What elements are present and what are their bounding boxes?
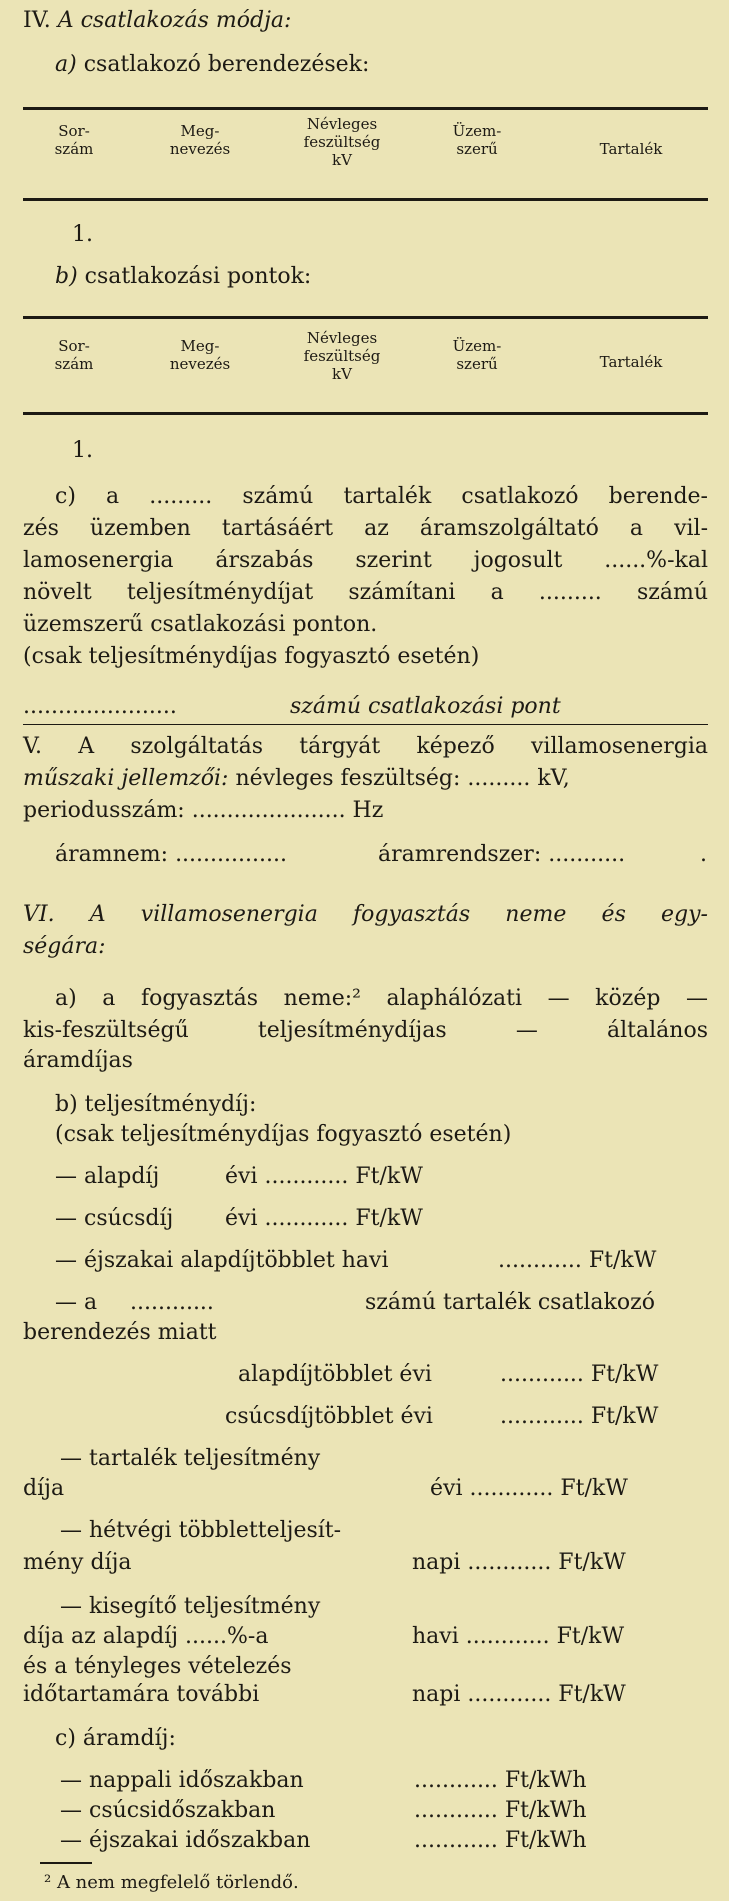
th-text: Tartalék xyxy=(599,353,663,371)
th-text: Sor- szám xyxy=(54,122,94,158)
a-line-2: kis-feszültségű teljesítménydíjas — általános xyxy=(23,1018,708,1043)
b-note: (csak teljesítménydíjas fogyasztó esetén) xyxy=(55,1122,512,1147)
kisegito-line-4: időtartamára további xyxy=(23,1682,260,1707)
line-end-dot: . xyxy=(700,842,707,867)
csucstobblet-value: ............ Ft/kW xyxy=(500,1404,659,1429)
alaptobblet-label: alapdíjtöbblet évi xyxy=(238,1362,432,1387)
th-megnevezes-2 xyxy=(148,337,252,373)
csucstobblet-label: csúcsdíjtöbblet évi xyxy=(225,1404,433,1429)
kisegito-value-1: havi ............ Ft/kW xyxy=(412,1624,625,1649)
tartteljes-value: évi ............ Ft/kW xyxy=(430,1476,628,1501)
point-rule xyxy=(23,724,708,725)
th-megnevezes xyxy=(148,122,252,158)
section-6-title: VI. A villamosenergia fogyasztás neme és egy- xyxy=(23,902,708,927)
c-line-1: c) a ......... számú tartalék csatlakozó berende- xyxy=(55,484,708,509)
alaptobblet-value: ............ Ft/kW xyxy=(500,1362,659,1387)
table1-bottom-rule xyxy=(23,198,708,201)
th-nevleges-2 xyxy=(282,329,402,383)
csucsdij-value: évi ............ Ft/kW xyxy=(225,1206,423,1231)
frequency-field: periodusszám: ...................... Hz xyxy=(23,798,384,823)
kisegito-value-2: napi ............ Ft/kW xyxy=(412,1682,626,1707)
th-text: Meg- nevezés xyxy=(169,337,231,373)
ejszakai-label: — éjszakai alapdíjtöbblet havi xyxy=(55,1248,389,1273)
kisegito-line-3: és a tényleges vételezés xyxy=(23,1654,292,1679)
th-uzemszeru-2 xyxy=(434,337,520,373)
table2-bottom-rule xyxy=(23,412,708,415)
footnote-rule xyxy=(40,1862,92,1864)
c-line-2: zés üzemben tartásáért az áramszolgáltató a vil- xyxy=(23,516,708,541)
table2-top-rule xyxy=(23,316,708,319)
voltage-field: névleges feszültség: ......... kV, xyxy=(235,766,570,791)
table1-top-rule xyxy=(23,107,708,110)
table1-row-1: 1. xyxy=(72,222,93,247)
section-number: IV. xyxy=(23,8,51,33)
c-line-4: növelt teljesítménydíjat számítani a ......... számú xyxy=(23,580,708,605)
nappali-value: ............ Ft/kWh xyxy=(414,1768,587,1793)
kisegito-line-1: — kisegítő teljesítmény xyxy=(60,1594,321,1619)
c-note: (csak teljesítménydíjas fogyasztó esetén) xyxy=(23,644,480,669)
th-text: Névleges feszültség kV xyxy=(303,329,381,383)
a-line-1: a) a fogyasztás neme:² alaphálózati — közép — xyxy=(55,986,708,1011)
th-text: Sor- szám xyxy=(54,337,94,373)
th-sorszam-2 xyxy=(44,337,104,373)
alapdij-value: évi ............ Ft/kW xyxy=(225,1164,423,1189)
th-text: Meg- nevezés xyxy=(169,122,231,158)
th-nevleges xyxy=(282,115,402,169)
hetvegi-line-2: mény díja xyxy=(23,1550,132,1575)
c-line-3: lamosenergia árszabás szerint jogosult ......%-kal xyxy=(23,548,708,573)
subheading-b xyxy=(55,264,311,289)
th-sorszam xyxy=(44,122,104,158)
section-6-title-cont: ségára: xyxy=(23,934,106,959)
text-a: csatlakozó berendezések: xyxy=(83,52,370,77)
tartteljes-line-1: — tartalék teljesítmény xyxy=(60,1446,321,1471)
current-system-field: áramrendszer: ........... xyxy=(378,842,626,867)
section-5-title-cont: műszaki jellemzői: xyxy=(23,766,229,791)
c-aramdij-title: c) áramdíj: xyxy=(55,1726,176,1751)
c-line-5: üzemszerű csatlakozási ponton. xyxy=(23,612,378,637)
csucsido-label: — csúcsidőszakban xyxy=(60,1798,276,1823)
text-b: csatlakozási pontok: xyxy=(84,264,312,289)
current-type-field: áramnem: ................ xyxy=(55,842,287,867)
th-text: Üzem- szerű xyxy=(452,337,502,373)
tartalek-prefix: — a xyxy=(55,1290,98,1315)
ejszakai-value: ............ Ft/kW xyxy=(498,1248,657,1273)
csucsdij-label: — csúcsdíj xyxy=(55,1206,174,1231)
th-text: Tartalék xyxy=(599,140,663,158)
label-a: a) xyxy=(55,52,77,77)
section-5-title: V. A szolgáltatás tárgyát képező villamosenergia xyxy=(23,734,708,759)
th-tartalek-2 xyxy=(576,353,686,371)
alapdij-label: — alapdíj xyxy=(55,1164,160,1189)
b-title: b) teljesítménydíj: xyxy=(55,1092,257,1117)
tartalek-text: számú tartalék csatlakozó xyxy=(365,1290,655,1315)
th-text: Névleges feszültség kV xyxy=(303,115,381,169)
tartteljes-line-2: díja xyxy=(23,1476,65,1501)
kisegito-line-2: díja az alapdíj ......%-a xyxy=(23,1624,269,1649)
hetvegi-line-1: — hétvégi többletteljesít- xyxy=(60,1518,342,1543)
th-uzemszeru xyxy=(434,122,520,158)
point-label: számú csatlakozási pont xyxy=(290,694,561,719)
ejszakai-ido-label: — éjszakai időszakban xyxy=(60,1828,311,1853)
csucsido-value: ............ Ft/kWh xyxy=(414,1798,587,1823)
point-dots: ...................... xyxy=(23,694,177,719)
section-title: A csatlakozás módja: xyxy=(57,8,292,33)
th-tartalek xyxy=(576,140,686,158)
label-b: b) xyxy=(55,264,78,289)
hetvegi-value: napi ............ Ft/kW xyxy=(412,1550,626,1575)
ejszakai-ido-value: ............ Ft/kWh xyxy=(414,1828,587,1853)
th-text: Üzem- szerű xyxy=(452,122,502,158)
section-4-heading xyxy=(23,8,291,33)
tartalek-dots: ............ xyxy=(130,1290,214,1315)
nappali-label: — nappali időszakban xyxy=(60,1768,304,1793)
tartalek-line-2: berendezés miatt xyxy=(23,1320,217,1345)
a-line-3: áramdíjas xyxy=(23,1048,133,1073)
footnote: ² A nem megfelelő törlendő. xyxy=(44,1872,299,1893)
section-5-line-2 xyxy=(23,766,570,791)
subheading-a xyxy=(55,52,369,77)
table2-row-1: 1. xyxy=(72,438,93,463)
